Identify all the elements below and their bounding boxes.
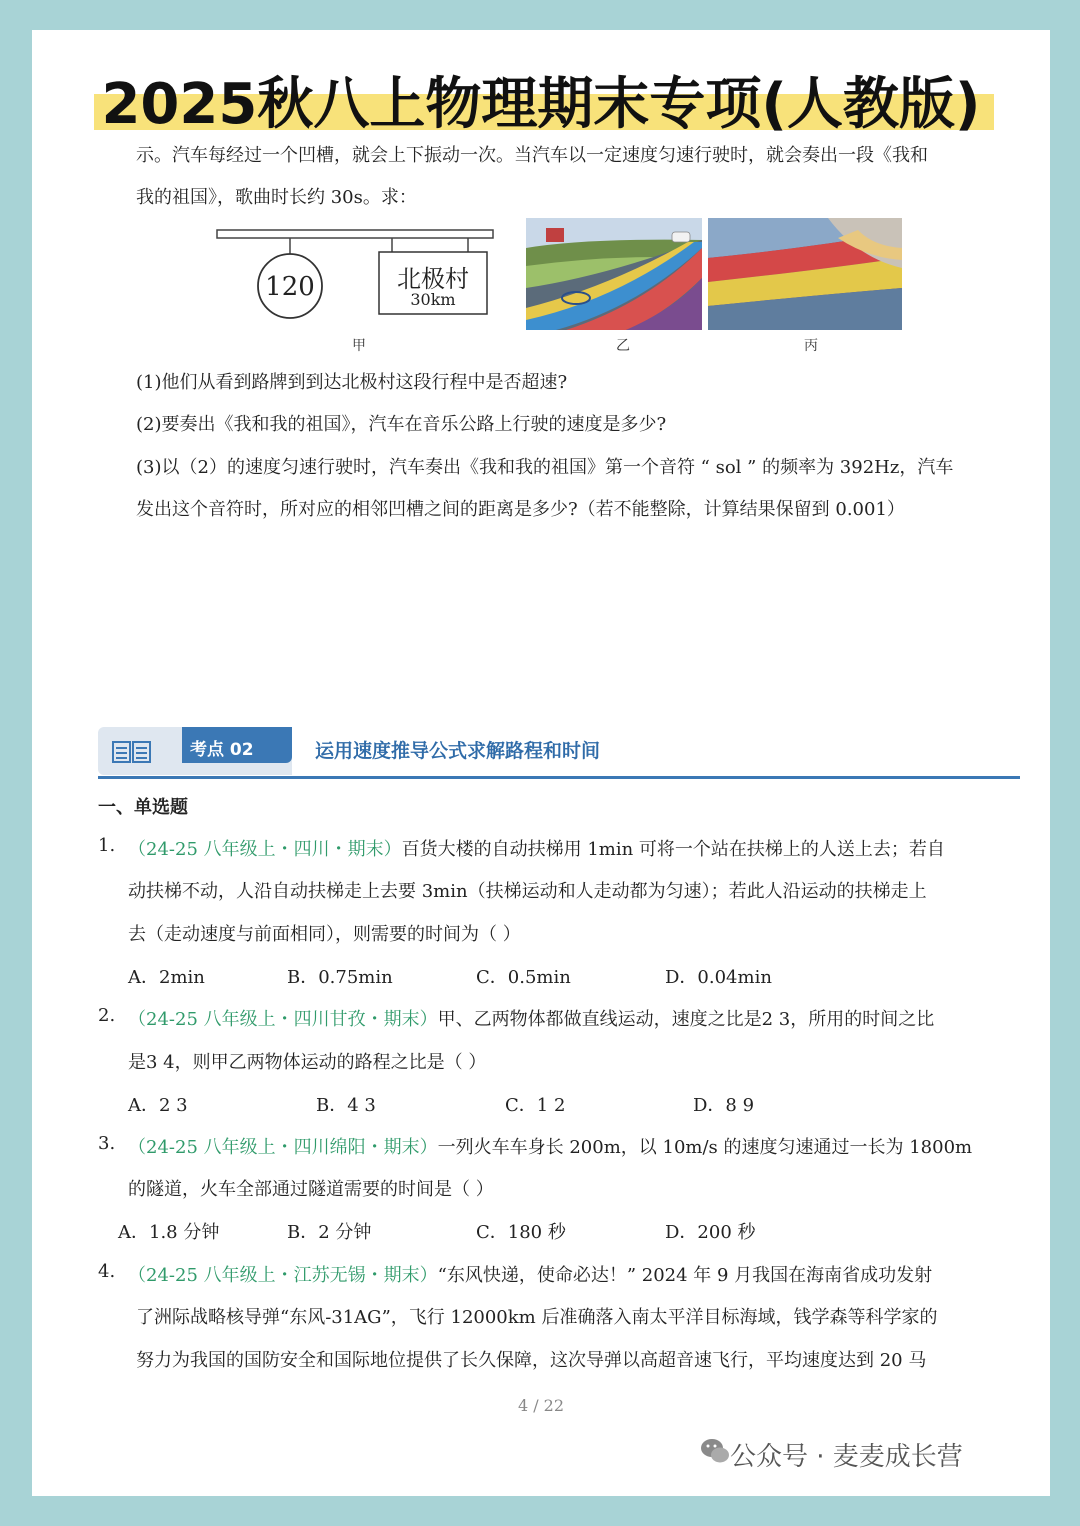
question-source: （24-25 八年级上・四川绵阳・期末）: [128, 1137, 438, 1158]
question-text: 甲、乙两物体都做直线运动，速度之比是2 3，所用的时间之比: [437, 1009, 935, 1030]
figure-caption-a: 甲: [352, 338, 366, 354]
section-tag-label: 考点 02: [190, 740, 254, 760]
intro-line: 示。汽车每经过一个凹槽，就会上下振动一次。当汽车以一定速度匀速行驶时，就会奏出一段《我和: [136, 145, 928, 166]
road-grooves-photo: [708, 218, 902, 330]
figure-caption-b: 乙: [616, 338, 630, 354]
section-divider: [98, 776, 1020, 779]
question-text: “东风快递，使命必达！” 2024 年 9 月我国在海南省成功发射: [437, 1265, 933, 1286]
question-number: 4.: [98, 1261, 116, 1282]
watermark: 公众号 · 麦麦成长营: [730, 1442, 963, 1472]
option-d: D．0.04min: [665, 967, 772, 988]
question-1: (1)他们从看到路牌到到达北极村这段行程中是否超速?: [136, 372, 568, 393]
option-c: C．1 2: [505, 1095, 566, 1116]
question-2: (2)要奏出《我和我的祖国》，汽车在音乐公路上行驶的速度是多少?: [136, 414, 667, 435]
question-number: 1.: [98, 835, 116, 856]
question-text: 去（走动速度与前面相同），则需要的时间为（ ）: [128, 924, 521, 945]
part-label: 一、单选题: [98, 797, 188, 818]
section-tag: [98, 727, 292, 775]
question-source: （24-25 八年级上・四川甘孜・期末）: [128, 1009, 438, 1030]
figure-caption-c: 丙: [804, 338, 818, 354]
question-source: （24-25 八年级上・四川・期末）: [128, 839, 402, 860]
option-c: C．180 秒: [476, 1222, 566, 1243]
section-title: 运用速度推导公式求解路程和时间: [315, 740, 601, 762]
intro-line: 我的祖国》，歌曲时长约 30s。求：: [136, 187, 417, 208]
option-b: B．4 3: [316, 1095, 376, 1116]
option-c: C．0.5min: [476, 967, 571, 988]
wechat-icon: [700, 1437, 730, 1465]
page-title: 2025秋八上物理期末专项(人教版): [101, 72, 981, 137]
option-d: D．8 9: [693, 1095, 755, 1116]
book-icon: [112, 741, 152, 763]
question-3-cont: 发出这个音符时，所对应的相邻凹槽之间的距离是多少?（若不能整除，计算结果保留到 0.001）: [136, 499, 905, 520]
question-text: 努力为我国的国防安全和国际地位提供了长久保障，这次导弹以高超音速飞行，平均速度达到 20 马: [136, 1350, 927, 1371]
page-number: 4 / 22: [517, 1396, 565, 1415]
sign-place-name: 北极村: [397, 265, 469, 293]
question-number: 3.: [98, 1133, 116, 1154]
question-text: 动扶梯不动，人沿自动扶梯走上去要 3min（扶梯运动和人走动都为匀速）；若此人沿运动的扶梯走上: [128, 881, 927, 902]
option-b: B．0.75min: [287, 967, 393, 988]
question-text: 百货大楼的自动扶梯用 1min 可将一个站在扶梯上的人送上去；若自: [401, 839, 945, 860]
option-a: A．2min: [128, 967, 205, 988]
document-page: [32, 30, 1050, 1496]
question-text: 的隧道，火车全部通过隧道需要的时间是（ ）: [128, 1179, 494, 1200]
sign-bar: [217, 230, 493, 238]
sign-distance: 30km: [410, 290, 456, 309]
option-a: A．1.8 分钟: [118, 1222, 220, 1243]
question-source: （24-25 八年级上・江苏无锡・期末）: [128, 1265, 438, 1286]
option-b: B．2 分钟: [287, 1222, 372, 1243]
option-d: D．200 秒: [665, 1222, 756, 1243]
question-3: (3)以（2）的速度匀速行驶时，汽车奏出《我和我的祖国》第一个音符 “ sol ” 的频率为 392Hz，汽车: [136, 457, 954, 478]
question-text: 是3 4，则甲乙两物体运动的路程之比是（ ）: [128, 1052, 487, 1073]
option-a: A．2 3: [128, 1095, 188, 1116]
question-text: 一列火车车身长 200m，以 10m/s 的速度匀速通过一长为 1800m: [437, 1137, 973, 1158]
music-road-photo: [526, 218, 702, 330]
question-number: 2.: [98, 1005, 116, 1026]
speed-limit-value: 120: [265, 272, 315, 302]
question-text: 了洲际战略核导弹“东风-31AG”，飞行 12000km 后准确落入南太平洋目标海域，钱学森等科学家的: [136, 1307, 938, 1328]
